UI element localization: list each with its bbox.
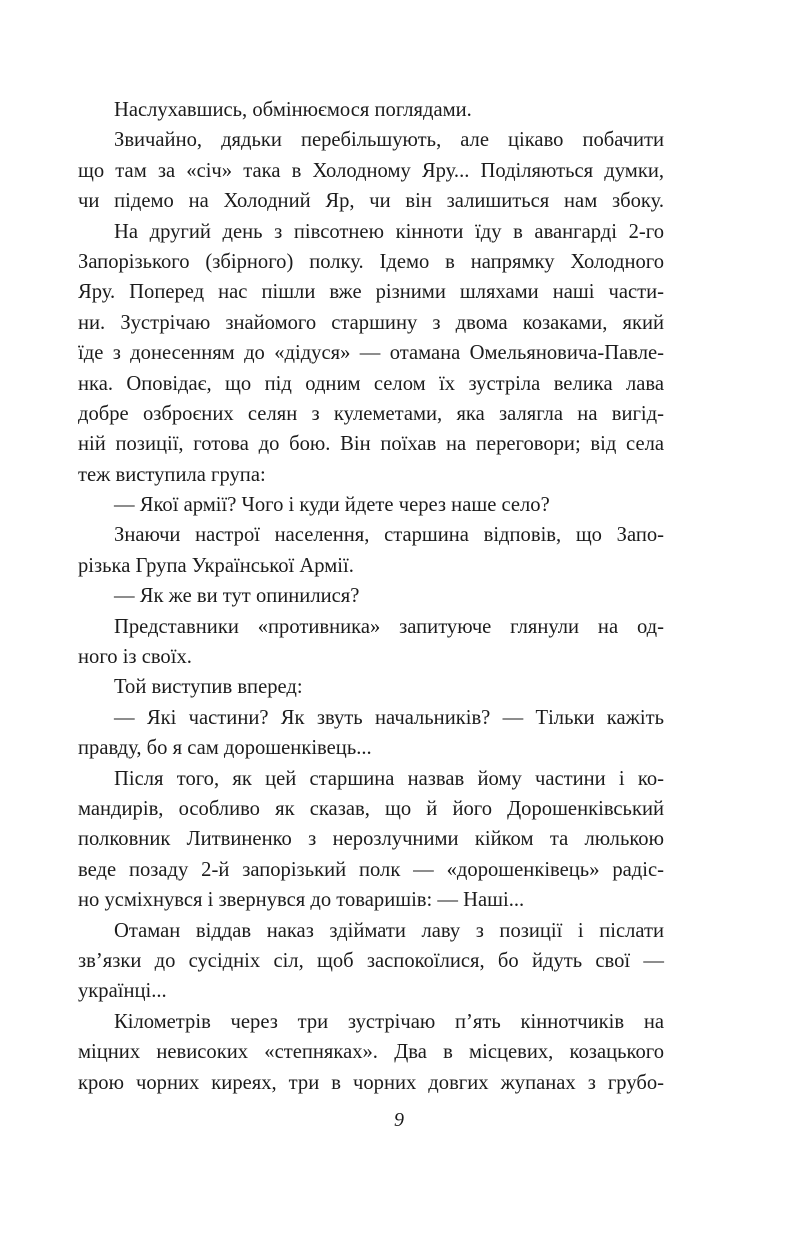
- text-line: На другий день з півсотнею кінноти їду в авангарді 2-го: [114, 220, 664, 243]
- text-line: веде позаду 2-й запорізький полк — «дорошенківець» радіс-: [78, 858, 664, 881]
- text-line: їде з донесенням до «дідуся» — отамана Омельяновича-Павле-: [78, 342, 664, 365]
- text-line: чи підемо на Холодний Яр, чи він залишиться нам збоку.: [78, 190, 664, 213]
- text-line: ного із своїх.: [78, 646, 192, 669]
- text-line: ни. Зустрічаю знайомого старшину з двома козаками, який: [78, 311, 664, 334]
- text-line: зв’язки до сусідніх сіл, щоб заспокоїлися, бо йдуть свої —: [78, 949, 664, 972]
- text-line: мандирів, особливо як сказав, що й його Дорошенківський: [78, 797, 664, 820]
- text-line: Після того, як цей старшина назвав йому частини і ко-: [114, 767, 664, 790]
- page-number: 9: [394, 1109, 404, 1131]
- text-line: — Як же ви тут опинилися?: [114, 585, 360, 608]
- page-text: [78, 95, 664, 1098]
- text-line: що там за «січ» така в Холодному Яру... Поділяються думки,: [78, 159, 664, 182]
- text-line: крою чорних киреях, три в чорних довгих жупанах з грубо-: [78, 1071, 664, 1094]
- text-line: Представники «противника» запитуюче глянули на од-: [114, 615, 664, 638]
- text-line: — Які частини? Як звуть начальників? — Тільки кажіть: [114, 706, 664, 729]
- text-line: Кілометрів через три зустрічаю п’ять кіннотчиків на: [114, 1010, 664, 1033]
- text-line: українці...: [78, 980, 167, 1003]
- text-line: — Якої армії? Чого і куди йдете через наше село?: [114, 494, 550, 517]
- text-line: різька Група Української Армії.: [78, 554, 354, 577]
- text-line: теж виступила група:: [78, 463, 266, 486]
- text-line: добре озброєних селян з кулеметами, яка залягла на вигід-: [78, 402, 664, 425]
- text-line: нка. Оповідає, що під одним селом їх зустріла велика лава: [78, 372, 664, 395]
- text-line: Звичайно, дядьки перебільшують, але цікаво побачити: [114, 129, 664, 152]
- text-line: правду, бо я сам дорошенківець...: [78, 737, 372, 760]
- text-line: міцних невисоких «степняках». Два в місцевих, козацького: [78, 1041, 664, 1064]
- text-line: полковник Литвиненко з нерозлучними кійком та люлькою: [78, 828, 664, 851]
- text-line: Отаман віддав наказ здіймати лаву з позиції і післати: [114, 919, 664, 942]
- text-line: Наслухавшись, обмінюємося поглядами.: [114, 99, 472, 121]
- text-line: Яру. Поперед нас пішли вже різними шляхами наші части-: [78, 281, 664, 304]
- text-line: Той виступив вперед:: [114, 676, 303, 699]
- text-line: Запорізького (збірного) полку. Ідемо в напрямку Холодного: [78, 250, 664, 273]
- text-line: но усміхнувся і звернувся до товаришів: — Наші...: [78, 889, 525, 912]
- text-line: ній позиції, готова до бою. Він поїхав на переговори; від села: [78, 433, 664, 456]
- text-line: Знаючи настрої населення, старшина відповів, що Запо-: [114, 524, 664, 547]
